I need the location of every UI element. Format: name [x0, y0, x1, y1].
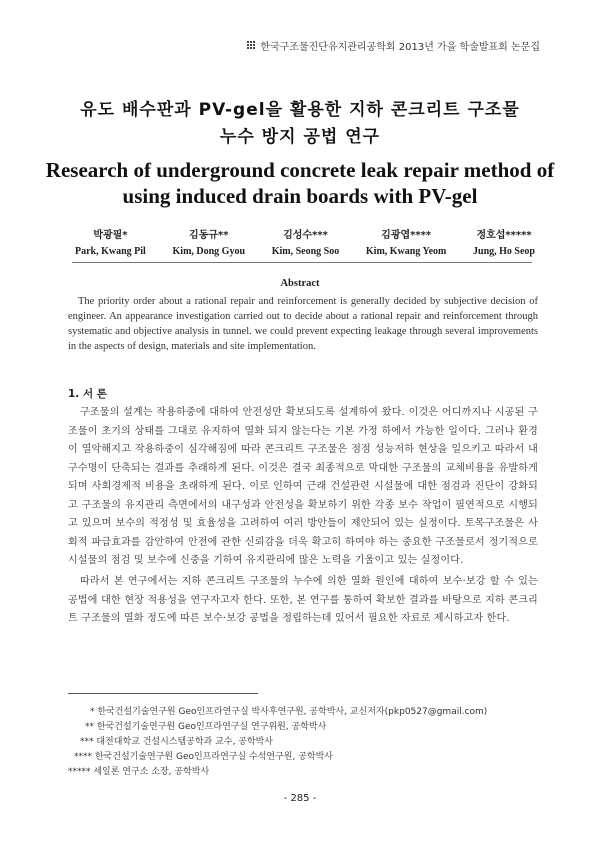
author-name-ko: 정호섭*****: [476, 230, 532, 241]
footnotes: [68, 705, 487, 780]
author-name-en: Kim, Seong Soo: [271, 246, 340, 257]
author-name-ko: 김광엽****: [381, 230, 432, 241]
author-name-en: Kim, Dong Gyou: [172, 246, 246, 257]
abstract-text: The priority order about a rational repair and reinforcement is generally decided by subjective decision of engineer. An appearance investigation carried out to decide about a rational repair and reinforcement through systematic and objective analysis in tunnel. we could prevent expecting leakage through several improvements in the aspects of design, materials and site implementation.: [68, 296, 538, 352]
footnote-1: * 한국건설기술연구원 Geo인프라연구실 박사후연구원, 공학박사, 교신저자(pkp0527@gmail.com): [90, 707, 488, 717]
running-header: [247, 38, 540, 53]
body-paragraph-2: 따라서 본 연구에서는 지하 콘크리트 구조물의 누수에 의한 열화 원인에 대하여 보수·보강 할 수 있는 공법에 대한 현장 적용성을 연구자고자 한다. 또한, 본 연구를 통하여 확보한 결과를 바탕으로 지하 콘크리트 구조물의 열화 정도에 따른 보수·보강 공법을 정립하는데 있어서 필요한 자료로 제시하고자 한다.: [68, 576, 538, 624]
page-number: - 285 -: [283, 793, 317, 804]
footnote-4: **** 한국건설기술연구원 Geo인프라연구실 수석연구원, 공학박사: [74, 752, 333, 762]
author-4: [366, 226, 446, 257]
title-ko-line-2: 누수 방지 공법 연구: [219, 127, 381, 147]
body-paragraph-1: 구조물의 설계는 작용하중에 대하여 안전성만 확보되도록 설계하여 왔다. 이것은 어디까지나 시공된 구조물이 초기의 상태를 그대로 유지하여 열화 되지 않는다는 기본 가정 하에서 가능한 일이다. 그러나 환경이 열악해지고 작용하중이 심각해짐에 따라 콘크리트 구조물은 점점 성능저하 현상을 일으키고 따라서 내구수명이 단축되는 결과를 추래하게 된다. 이것은 결국 최종적으로 막대한 구조물의 교체비용을 유발하게 되며 사회경제적 비용을 초래하게 된다. 이로 인하여 근래 건설관련 시설물에 대한 점검과 진단이 강화되고 구조물의 유지관리 측면에서의 내구성과 안전성을 확보하기 위한 각종 보수 작업이 필연적으로 시행되고 있으며 보수의 적정성 및 효율성을 고려하여 여러 방안들이 제안되어 있는 실정이다. 토목구조물은 사회적 파급효과를 감안하여 안전에 관한 신뢰감을 더욱 확고히 하여야 하는 중요한 구조물로서 정기적으로 시설물의 점검 및 보수에 신중을 기하여 유지관리에 많은 노력을 기울이고 있는 실정이다.: [68, 407, 538, 566]
section-heading: 1. 서 론: [68, 388, 107, 400]
author-name-en: Park, Kwang Pil: [75, 246, 146, 257]
title-en-line-1: Research of underground concrete leak repair method of: [45, 158, 555, 182]
author-divider: [72, 262, 532, 263]
author-2: [173, 226, 246, 257]
abstract-heading: Abstract: [280, 278, 320, 289]
author-name-en: Kim, Kwang Yeom: [365, 246, 447, 257]
author-3: [272, 226, 340, 257]
author-list: [75, 226, 535, 257]
author-1: [75, 226, 146, 257]
footnote-3: *** 대전대학교 건설시스템공학과 교수, 공학박사: [80, 737, 273, 747]
author-name-ko: 김성수***: [283, 230, 328, 241]
header-text: 한국구조물진단유지관리공학회 2013년 가을 학술발표회 논문집: [260, 42, 540, 53]
author-5: [473, 226, 535, 257]
footnote-divider: [68, 693, 258, 694]
title-en-line-2: using induced drain boards with PV-gel: [122, 184, 478, 208]
footnote-2: ** 한국건설기술연구원 Geo인프라연구실 연구위원, 공학박사: [85, 722, 327, 732]
header-grid-icon: [247, 41, 256, 50]
title-ko-line-1: 유도 배수판과 PV-gel을 활용한 지하 콘크리트 구조물: [80, 100, 520, 120]
author-name-ko: 박광필*: [93, 230, 128, 241]
author-name-ko: 김동규**: [189, 230, 229, 241]
author-name-en: Jung, Ho Seop: [473, 246, 535, 257]
footnote-5: ***** 세일론 연구소 소장, 공학박사: [68, 767, 210, 777]
